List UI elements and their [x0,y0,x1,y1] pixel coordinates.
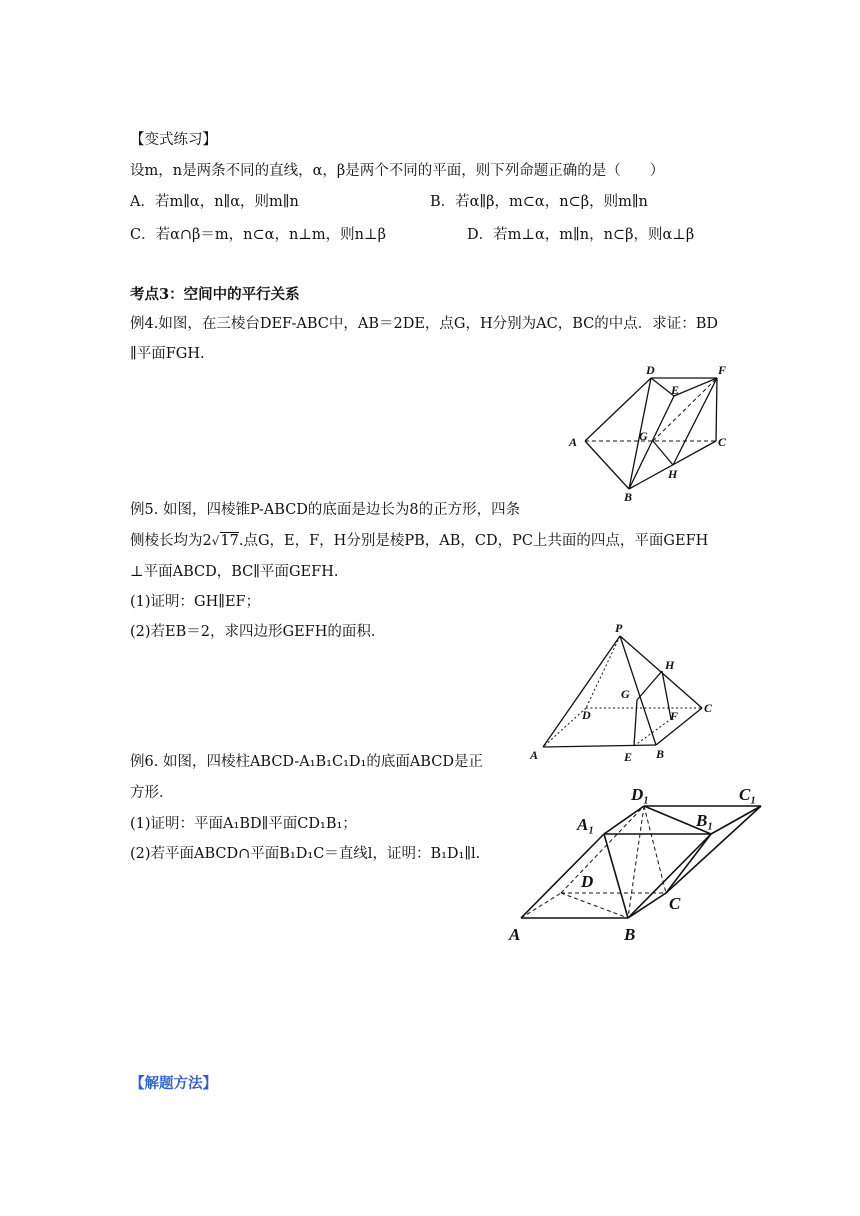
method-heading: 【解题方法】 [130,1075,217,1092]
ex4-label-d: D [646,363,655,377]
ex4-label-e: E [671,383,680,397]
ex4-label-a: A [569,435,578,449]
ex6-line2: 方形． [130,785,174,801]
ex5-sqrt-value: 17 [220,533,239,549]
ex5-label-b: B [656,747,665,761]
ex5-line3: ⊥平面ABCD，BC∥平面GEFH. [130,564,339,580]
ex4-line2: ∥平面FGH. [130,346,205,362]
ex4-label-b: B [624,490,633,504]
ex4-label-g: G [639,429,648,443]
ex4-label-h: H [668,467,678,481]
ex6-q1: (1)证明：平面A₁BD∥平面CD₁B₁； [130,816,357,832]
ex6-q2: (2)若平面ABCD∩平面B₁D₁C＝直线l，证明：B₁D₁∥l. [130,846,481,862]
ex5-line1: 例5. 如图，四棱锥P-ABCD的底面是边长为8的正方形，四条 [130,502,521,518]
option-b: B．若α∥β，m⊂α，n⊂β，则m∥n [430,194,648,210]
ex6-figure [505,780,775,945]
ex6-label-d1: D₁ [631,785,650,804]
ex5-label-f: F [670,709,679,723]
ex5-line2-prefix: 侧棱长均为2 [130,533,212,549]
ex6-label-a1: A₁ [577,815,595,834]
ex5-label-p: P [615,621,623,635]
ex4-line1: 例4.如图，在三棱台DEF-ABC中，AB＝2DE，点G，H分别为AC，BC的中点．求证：BD [130,316,718,332]
ex5-label-c: C [704,701,713,715]
option-a: A．若m∥α，n∥α，则m∥n [130,194,299,210]
ex4-label-f: F [718,363,727,377]
ex5-label-h: H [665,658,675,672]
exercise-stem: 设m，n是两条不同的直线，α，β是两个不同的平面，则下列命题正确的是（ ） [130,163,665,179]
exercise-heading: 【变式练习】 [130,132,217,148]
ex4-label-c: C [718,435,727,449]
ex5-figure [525,615,730,770]
ex6-label-d: D [581,872,594,891]
ex6-line1: 例6. 如图，四棱柱ABCD-A₁B₁C₁D₁的底面ABCD是正 [130,754,483,770]
ex5-q1: (1)证明：GH∥EF； [130,594,261,610]
ex5-label-g: G [621,687,630,701]
option-c: C．若α∩β＝m，n⊂α，n⊥m，则n⊥β [130,227,387,243]
ex5-label-e: E [624,750,633,764]
ex6-label-a: A [509,925,521,944]
ex5-line2: 侧棱长均为2√17.点G，E，F，H分别是棱PB，AB，CD，PC上共面的四点，平面GEFH [130,533,709,549]
ex5-line2-suffix: .点G，E，F，H分别是棱PB，AB，CD，PC上共面的四点，平面GEFH [238,533,709,549]
ex6-label-b: B [624,925,636,944]
option-d: D．若m⊥α，m∥n，n⊂β，则α⊥β [467,227,695,243]
ex6-label-c1: C₁ [739,785,757,804]
ex5-q2: (2)若EB＝2，求四边形GEFH的面积． [130,624,386,640]
ex5-label-d: D [582,708,591,722]
ex6-label-b1: B₁ [696,811,714,830]
ex4-figure [560,358,740,504]
ex5-label-a: A [530,748,539,762]
ex6-label-c: C [669,894,681,913]
topic3-heading: 考点3：空间中的平行关系 [130,286,300,303]
